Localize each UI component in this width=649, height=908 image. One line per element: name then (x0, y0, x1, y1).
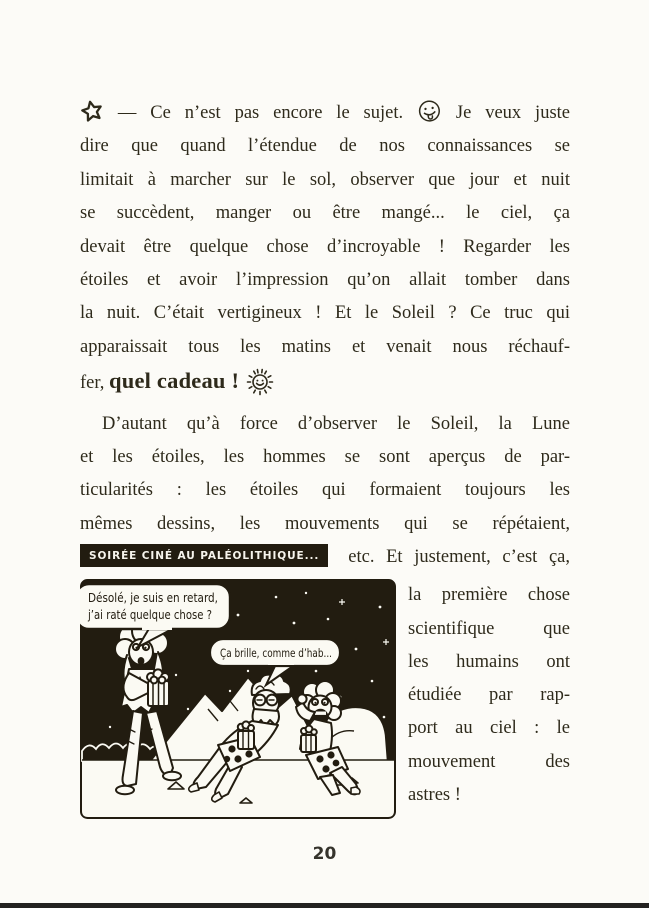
banner-row (80, 542, 570, 575)
text-line: la première chose (408, 585, 570, 606)
comic-panel-illustration (80, 579, 396, 819)
text-line: scientifique que (408, 618, 570, 639)
bubble-1-line-2: j’ai raté quelque chose ? (87, 608, 212, 623)
text-line: etc. Et justement, c’est ça, (348, 547, 570, 568)
text-line: se succèdent, manger ou être mangé... le ciel, ça (80, 203, 570, 224)
page-bottom-edge (0, 903, 649, 908)
text-span: — Ce n’est pas encore le sujet. (117, 103, 404, 123)
text-line: apparaissait tous les matins et venait nous réchauf- (80, 336, 570, 357)
paragraph-2 (80, 408, 570, 542)
text-line (80, 364, 570, 400)
tongue-smiley-icon (417, 97, 442, 130)
text-line: limitait à marcher sur le sol, observer que jour et nuit (80, 169, 570, 190)
text-line: mouvement des (408, 751, 570, 772)
wrapped-text-column (408, 579, 570, 812)
text-line: étoiles et avoir l’impression qu’on allait tomber dans (80, 270, 570, 291)
text-line: la nuit. C’était vertigineux ! Et le Soleil ? Ce truc qui (80, 303, 570, 324)
text-line: étudiée par rap- (408, 685, 570, 706)
text-line: mêmes dessins, les mouvements qui se répétaient, (80, 513, 570, 534)
text-line: devait être quelque chose d’incroyable ! Regarder les (80, 236, 570, 257)
bubble-2-text: Ça brille, comme d’hab... (220, 646, 332, 661)
emphasized-text: quel cadeau ! (109, 368, 240, 394)
text-line: ticularités : les étoiles qui formaient toujours les (80, 480, 570, 501)
text-line: astres ! (408, 785, 461, 806)
comic-row (80, 579, 570, 819)
page-number: 20 (312, 844, 337, 864)
star-icon (80, 97, 104, 130)
page-text-block (80, 97, 570, 819)
text-line: port au ciel : le (408, 718, 570, 739)
text-line: dire que quand l’étendue de nos connaissances se (80, 136, 570, 157)
text-span: fer, (80, 373, 105, 394)
sun-smiley-icon (244, 365, 276, 400)
text-line: les humains ont (408, 651, 570, 672)
comic-caption-banner: SOIRÉE CINÉ AU PALÉOLITHIQUE... (80, 544, 328, 567)
text-span: Je veux juste (455, 103, 570, 123)
bubble-1-line-1: Désolé, je suis en retard, (88, 591, 218, 606)
text-line: D’autant qu’à force d’observer le Soleil, la Lune (102, 413, 570, 434)
text-line (80, 97, 570, 130)
text-line: et les étoiles, les hommes se sont aperçus de par- (80, 447, 570, 468)
